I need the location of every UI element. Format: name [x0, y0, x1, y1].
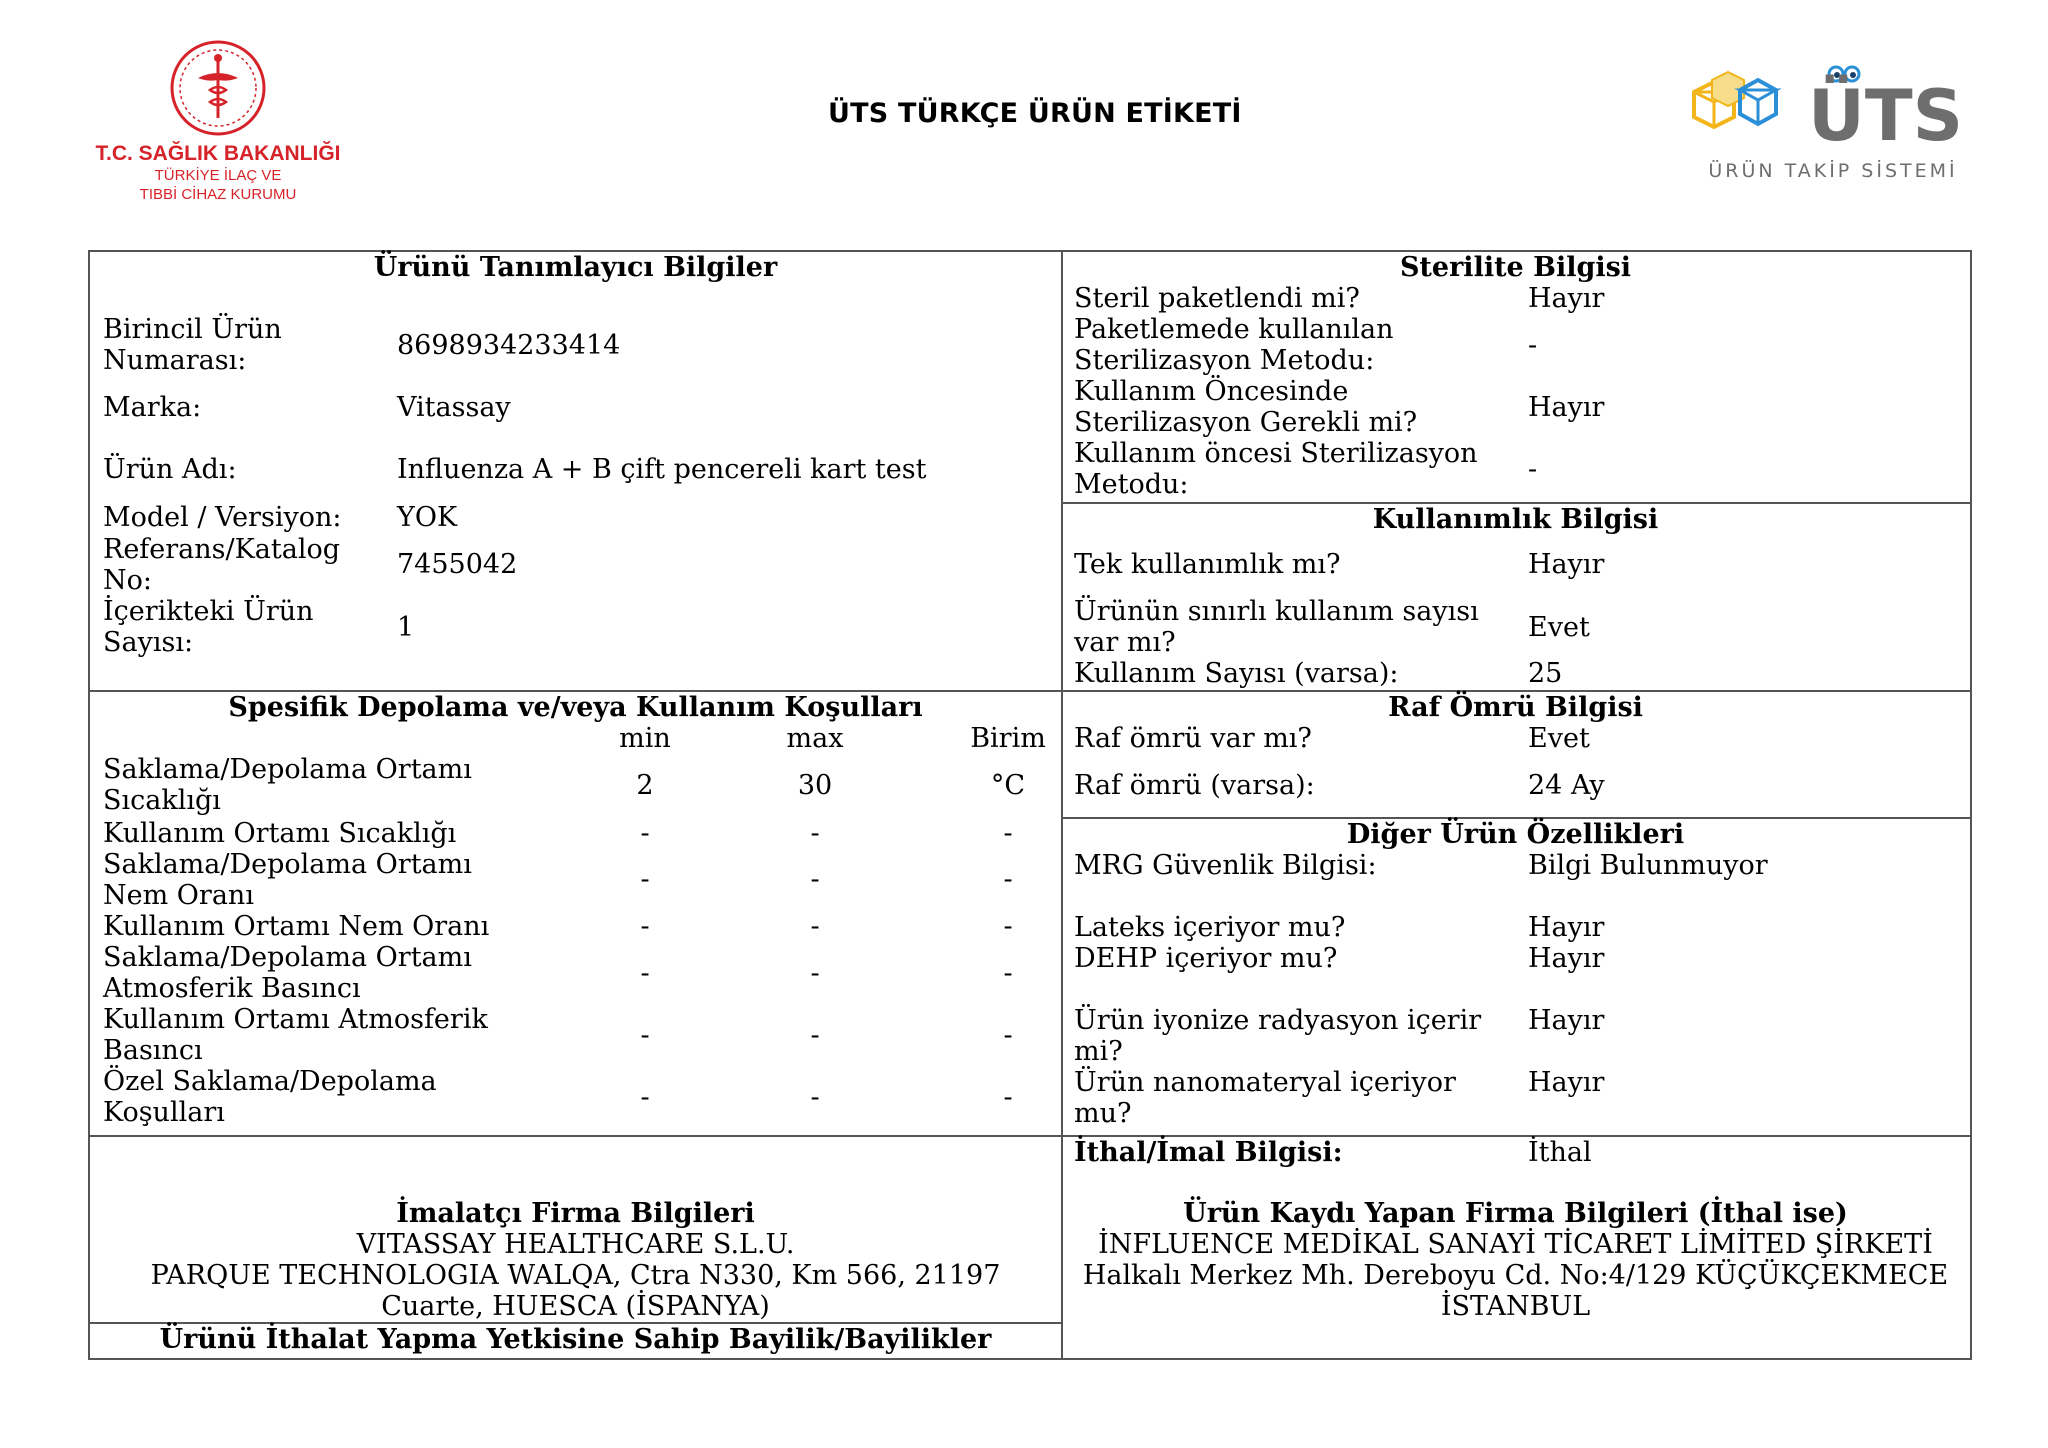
sterility-heading: Sterilite Bilgisi	[1399, 252, 1632, 283]
usage-label: Ürünün sınırlı kullanım sayısı	[1074, 596, 1479, 627]
manufacturer-name: VITASSAY HEALTHCARE S.L.U.	[356, 1229, 795, 1260]
sterility-value: -	[1528, 454, 1538, 485]
storage-label: Saklama/Depolama Ortamı	[103, 754, 472, 785]
storage-label: Nem Oranı	[103, 880, 254, 911]
product-value: YOK	[397, 502, 458, 533]
sterility-value: Hayır	[1528, 283, 1605, 314]
product-label: No:	[103, 565, 152, 596]
other-label: Ürün nanomateryal içeriyor	[1074, 1067, 1456, 1098]
storage-label: Koşulları	[103, 1097, 225, 1128]
storage-label: Saklama/Depolama Ortamı	[103, 849, 472, 880]
other-value: Hayır	[1528, 1067, 1605, 1098]
manufacturer-address: PARQUE TECHNOLOGIA WALQA, Ctra N330, Km 566, 21197	[150, 1260, 1001, 1291]
ministry-name: T.C. SAĞLIK BAKANLIĞI	[95, 142, 341, 165]
usage-label: var mı?	[1074, 627, 1176, 658]
sterility-label: Steril paketlendi mi?	[1074, 283, 1360, 314]
storage-col-max: max	[786, 723, 844, 754]
storage-min: -	[640, 1082, 650, 1113]
storage-max: -	[810, 1082, 820, 1113]
page-title: ÜTS TÜRKÇE ÜRÜN ETİKETİ	[828, 98, 1242, 129]
usage-label: Tek kullanımlık mı?	[1074, 549, 1341, 580]
storage-unit: °C	[990, 770, 1026, 801]
storage-label: Kullanım Ortamı Atmosferik	[103, 1004, 488, 1035]
product-label: Sayısı:	[103, 627, 194, 658]
sterility-label: Sterilizasyon Metodu:	[1074, 345, 1375, 376]
storage-unit: -	[1003, 864, 1013, 895]
storage-unit: -	[1003, 958, 1013, 989]
storage-label: Kullanım Ortamı Nem Oranı	[103, 911, 490, 942]
storage-col-unit: Birim	[970, 723, 1046, 754]
storage-label: Sıcaklığı	[103, 785, 221, 816]
product-label: Numarası:	[103, 345, 247, 376]
registrant-heading: Ürün Kaydı Yapan Firma Bilgileri (İthal ise)	[1183, 1198, 1848, 1229]
other-label: Ürün iyonize radyasyon içerir	[1074, 1005, 1482, 1036]
usage-value: Evet	[1528, 612, 1590, 643]
other-value: Hayır	[1528, 943, 1605, 974]
storage-max: -	[810, 1020, 820, 1051]
other-value: Bilgi Bulunmuyor	[1528, 850, 1768, 881]
other-value: Hayır	[1528, 1005, 1605, 1036]
sterility-label: Kullanım Öncesinde	[1074, 376, 1349, 407]
manufacturer-address: Cuarte, HUESCA (İSPANYA)	[381, 1291, 770, 1322]
storage-label: Atmosferik Basıncı	[103, 973, 361, 1004]
usage-value: 25	[1528, 658, 1563, 689]
other-label: MRG Güvenlik Bilgisi:	[1074, 850, 1377, 881]
storage-min: -	[640, 818, 650, 849]
storage-unit: -	[1003, 911, 1013, 942]
storage-label: Saklama/Depolama Ortamı	[103, 942, 472, 973]
shelf-value: Evet	[1528, 723, 1590, 754]
import-value: İthal	[1528, 1137, 1592, 1168]
storage-min: -	[640, 864, 650, 895]
storage-label: Özel Saklama/Depolama	[103, 1066, 437, 1097]
storage-min: -	[640, 958, 650, 989]
other-label: DEHP içeriyor mu?	[1074, 943, 1338, 974]
other-label: mi?	[1074, 1036, 1123, 1067]
registrant-name: İNFLUENCE MEDİKAL SANAYİ TİCARET LİMİTED ŞİRKETİ	[1098, 1229, 1933, 1260]
usage-value: Hayır	[1528, 549, 1605, 580]
other-label: mu?	[1074, 1098, 1132, 1129]
sterility-value: -	[1528, 330, 1538, 361]
divider	[1061, 252, 1063, 1358]
product-value: Vitassay	[397, 392, 511, 423]
ministry-subtitle-line2: TIBBİ CİHAZ KURUMU	[139, 186, 297, 203]
product-value: 8698934233414	[397, 330, 621, 361]
uts-subtitle: ÜRÜN TAKİP SİSTEMİ	[1708, 160, 1958, 182]
product-value: 7455042	[397, 549, 518, 580]
product-label: İçerikteki Ürün	[103, 596, 314, 627]
ministry-subtitle-line1: TÜRKİYE İLAÇ VE	[154, 167, 282, 184]
sterility-value: Hayır	[1528, 392, 1605, 423]
storage-max: -	[810, 958, 820, 989]
shelf-heading: Raf Ömrü Bilgisi	[1388, 692, 1643, 723]
storage-min: -	[640, 1020, 650, 1051]
sterility-label: Kullanım öncesi Sterilizasyon	[1074, 438, 1478, 469]
storage-unit: -	[1003, 818, 1013, 849]
product-label: Marka:	[103, 392, 202, 423]
usage-label: Kullanım Sayısı (varsa):	[1074, 658, 1399, 689]
ministry-logo	[78, 38, 358, 218]
sterility-label: Metodu:	[1074, 469, 1189, 500]
other-heading: Diğer Ürün Özellikleri	[1346, 819, 1685, 850]
storage-min: 2	[636, 770, 654, 801]
registrant-address: Halkalı Merkez Mh. Dereboyu Cd. No:4/129 KÜÇÜKÇEKMECE	[1082, 1260, 1949, 1291]
registrant-address: İSTANBUL	[1440, 1291, 1591, 1322]
import-label: İthal/İmal Bilgisi:	[1074, 1137, 1343, 1168]
label-table	[88, 250, 1972, 1360]
storage-max: 30	[797, 770, 833, 801]
storage-unit: -	[1003, 1082, 1013, 1113]
divider	[90, 1135, 1970, 1137]
storage-label: Kullanım Ortamı Sıcaklığı	[103, 818, 457, 849]
product-label: Birincil Ürün	[103, 314, 282, 345]
other-label: Lateks içeriyor mu?	[1074, 912, 1346, 943]
storage-min: -	[640, 911, 650, 942]
shelf-value: 24 Ay	[1528, 770, 1605, 801]
usage-heading: Kullanımlık Bilgisi	[1372, 504, 1659, 535]
ministry-emblem-icon	[168, 38, 268, 138]
storage-heading: Spesifik Depolama ve/veya Kullanım Koşulları	[228, 692, 923, 723]
storage-col-min: min	[619, 723, 671, 754]
storage-max: -	[810, 911, 820, 942]
product-label: Ürün Adı:	[103, 454, 237, 485]
shelf-label: Raf ömrü var mı?	[1074, 723, 1312, 754]
shelf-label: Raf ömrü (varsa):	[1074, 770, 1315, 801]
uts-logo-text: ÜTS	[1808, 75, 1964, 157]
other-value: Hayır	[1528, 912, 1605, 943]
product-label: Model / Versiyon:	[103, 502, 342, 533]
storage-max: -	[810, 864, 820, 895]
product-heading: Ürünü Tanımlayıcı Bilgiler	[373, 252, 778, 283]
product-label: Referans/Katalog	[103, 534, 341, 565]
product-value: Influenza A + B çift pencereli kart test	[397, 454, 927, 485]
storage-unit: -	[1003, 1020, 1013, 1051]
product-value: 1	[397, 612, 415, 643]
storage-label: Basıncı	[103, 1035, 203, 1066]
manufacturer-heading: İmalatçı Firma Bilgileri	[396, 1198, 755, 1229]
uts-logo	[1688, 62, 1978, 192]
dealers-heading: Ürünü İthalat Yapma Yetkisine Sahip Bayilik/Bayilikler	[159, 1324, 992, 1355]
storage-max: -	[810, 818, 820, 849]
sterility-label: Sterilizasyon Gerekli mi?	[1074, 407, 1418, 438]
sterility-label: Paketlemede kullanılan	[1074, 314, 1394, 345]
